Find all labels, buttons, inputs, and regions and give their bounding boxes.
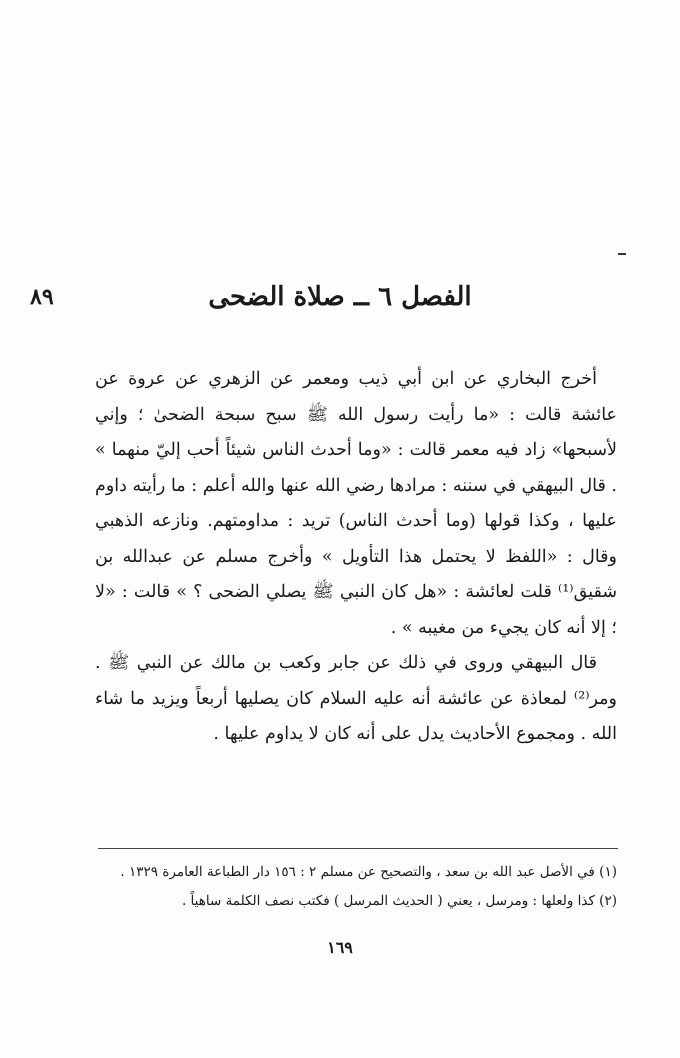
scan-mark [618, 253, 626, 255]
footnote-1: (١) في الأصل عبد الله بن سعد ، والتصحيح عن مسلم ٢ : ١٥٦ دار الطباعة العامرة ١٣٢٩ . [120, 864, 617, 880]
footnote-2: (٢) كذا ولعلها : ومرسل ، يعني ( الحديث المرسل ) فكتب نصف الكلمة ساهياً . [181, 893, 617, 909]
chapter-title: الفصل ٦ ــ صلاة الضحى [208, 282, 472, 312]
chapter-number: ٨٩ [30, 284, 54, 310]
page-number: ١٦٩ [327, 938, 353, 957]
footnote-divider [98, 848, 618, 849]
footnotes [95, 858, 617, 916]
paragraph-2: قال البيهقي وروى في ذلك عن جابر وكعب بن مالك عن النبي ﷺ . ومر⁽²⁾ لمعاذة عن عائشة أنه عليه السلام كان يصليها أربعاً ويزيد ما شاء الله . ومجموع الأحاديث يدل على أنه كان لا يداوم عليها . [95, 653, 617, 744]
main-text [95, 362, 617, 753]
paragraph-1: أخرج البخاري عن ابن أبي ذيب ومعمر عن الزهري عن عروة عن عائشة قالت : «ما رأيت رسول الله ﷺ سبح سبحة الضحىٰ ؛ وإني لأسبحها» زاد فيه معمر قالت : «وما أحدث الناس شيئاً أحب إليّ منهما » . قال البيهقي في سننه : مرادها رضي الله عنها والله أعلم : ما رأيته داوم عليها ، وكذا قولها (وما أحدث الناس) تريد : مداومتهم. ونازعه الذهبي وقال : «اللفظ لا يحتمل هذا التأويل » وأخرج مسلم عن عبدالله بن شقيق⁽¹⁾ قلت لعائشة : «هل كان النبي ﷺ يصلي الضحى ؟ » قالت : «لا ؛ إلا أنه كان يجيء من مغيبه » . [95, 369, 617, 638]
